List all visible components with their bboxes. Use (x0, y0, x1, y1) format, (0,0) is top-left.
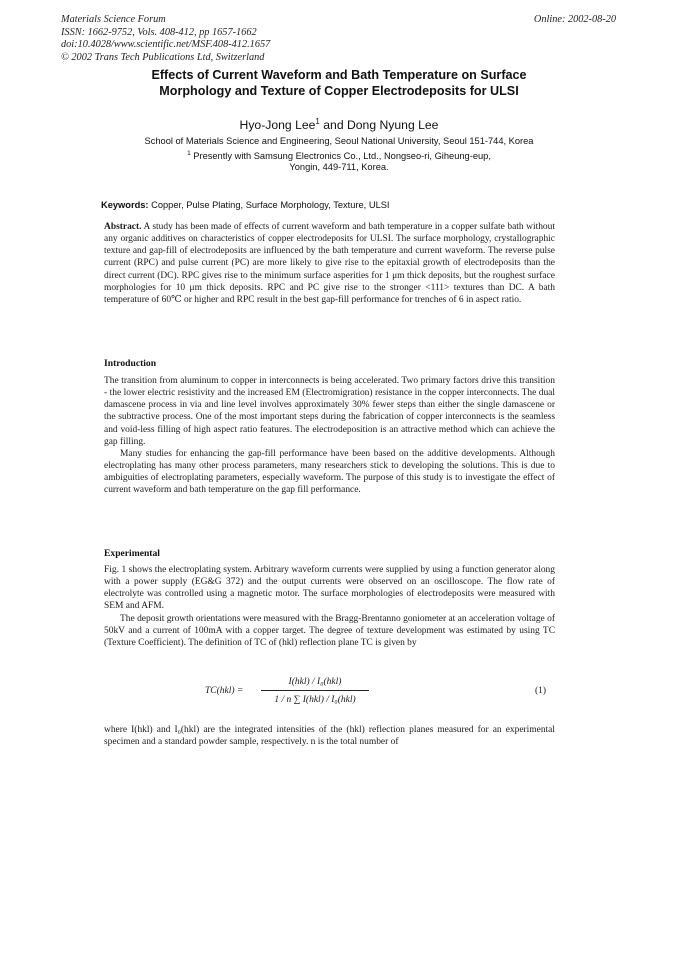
title-line-1: Effects of Current Waveform and Bath Temperature on Surface (151, 68, 527, 82)
equation-number: (1) (535, 686, 547, 696)
experimental-body-continued (104, 724, 555, 748)
affiliation-1: School of Materials Science and Engineering, Seoul National University, Seoul 151-744, Korea (144, 136, 534, 146)
affiliation-2-line-b: Yongin, 449-711, Korea. (289, 162, 389, 173)
abstract-text: A study has been made of effects of current waveform and bath temperature in a copper sulfate bath without any organic additives on characteristics of copper electrodeposits for ULSI. The surface morphology, crystallographic texture and gap-fill of electrodeposits are influenced by the bath temperature and current waveform. The reverse pulse current (RPC) and pulse current (PC) are more likely to give rise to the epitaxial growth of electrodeposits than the direct current (DC). RPC gives rise to the minimum surface asperities for 1 μm thick deposits, but the roughest surface morphologies for 10 μm thick deposits. RPC and PC give rise to the stronger <111> textures than DC. A bath temperature of 60℃ or higher and RPC result in the best gap-fill performance for trenches of 6 in aspect ratio. (104, 222, 555, 305)
equation-numerator: I(hkl) / I₀(hkl) (288, 677, 342, 687)
introduction-paragraph-1: The transition from aluminum to copper in interconnects is being accelerated. Two primary factors drive this transition - the lower electric resistivity and the increased EM (Electromigration) resistance in the copper interconnects. The dual damascene process in via and line level involves approximately 30% fewer steps than either the single damascene or the subtractive process. One of the most important steps during the fabrication of copper interconnects is the seamless and void-less filling of high aspect ratio features. The electrodeposition is an attractive method which can achieve the gap filling. (104, 376, 555, 447)
experimental-paragraph-1: Fig. 1 shows the electroplating system. Arbitrary waveform currents were supplied by using a function generator along with a power supply (EG&G 372) and the output currents were observed on an oscilloscope. The flow rate of electrolyte was controlled using a magnetic motor. The surface morphologies of electrodeposits were measured with SEM and AFM. (104, 565, 555, 612)
equation-tc (190, 675, 560, 715)
affiliation-2-line-a: Presently with Samsung Electronics Co., Ltd., Nongseo-ri, Giheung-eup, (190, 150, 491, 161)
affiliation-2-mark: 1 (187, 149, 191, 157)
online-date: Online: 2002-08-20 (533, 14, 616, 25)
journal-header (61, 14, 270, 64)
copyright-line: © 2002 Trans Tech Publications Ltd, Switzerland (61, 51, 265, 63)
keywords (101, 200, 390, 210)
experimental-paragraph-3: where I(hkl) and I₀(hkl) are the integrated intensities of the (hkl) reflection planes measured for an experimental specimen and a standard powder sample, respectively. n is the total number of (104, 725, 555, 748)
abstract (104, 221, 555, 306)
equation-denominator: 1 / n ∑ I(hkl) / I₀(hkl) (274, 695, 356, 705)
experimental-body (104, 564, 555, 649)
authors (0, 117, 678, 132)
author-2: and Dong Nyung Lee (319, 118, 439, 133)
abstract-label: Abstract. (104, 222, 142, 232)
issn-line: ISSN: 1662-9752, Vols. 408-412, pp 1657-1662 (61, 26, 257, 38)
equation-lhs: TC(hkl) = (205, 686, 244, 696)
keywords-list: Copper, Pulse Plating, Surface Morphology, Texture, ULSI (148, 200, 390, 210)
title-line-2: Morphology and Texture of Copper Electrodeposits for ULSI (159, 83, 519, 98)
introduction-paragraph-2: Many studies for enhancing the gap-fill performance have been based on the additive developments. Although electroplating has many other process parameters, many researchers stick to developing the solutions. This is due to ambiguities of electroplating parameters, especially waveform. The purpose of this study is to investigate the effect of current waveform and bath temperature on the gap fill performance. (104, 448, 555, 496)
author-1-footnote-mark: 1 (315, 117, 320, 126)
paper-title (0, 68, 678, 99)
affiliation-2 (0, 148, 678, 163)
experimental-heading: Experimental (104, 548, 160, 559)
journal-name: Materials Science Forum (61, 14, 166, 25)
author-1: Hyo-Jong Lee (239, 118, 316, 133)
experimental-paragraph-2: The deposit growth orientations were measured with the Bragg-Brentanno goniometer at an acceleration voltage of 50kV and a current of 100mA with a copper target. The degree of texture development was estimated by using TC (Texture Coefficient). The definition of TC of (hkl) reflection plane TC is given by (104, 613, 555, 648)
affiliations (0, 136, 678, 174)
doi-line: doi:10.4028/www.scientific.net/MSF.408-412.1657 (61, 39, 271, 51)
introduction-body (104, 375, 555, 497)
introduction-heading: Introduction (104, 358, 157, 369)
fraction-bar (261, 690, 369, 691)
equation-fraction (261, 675, 369, 708)
keywords-label: Keywords: (101, 200, 149, 210)
